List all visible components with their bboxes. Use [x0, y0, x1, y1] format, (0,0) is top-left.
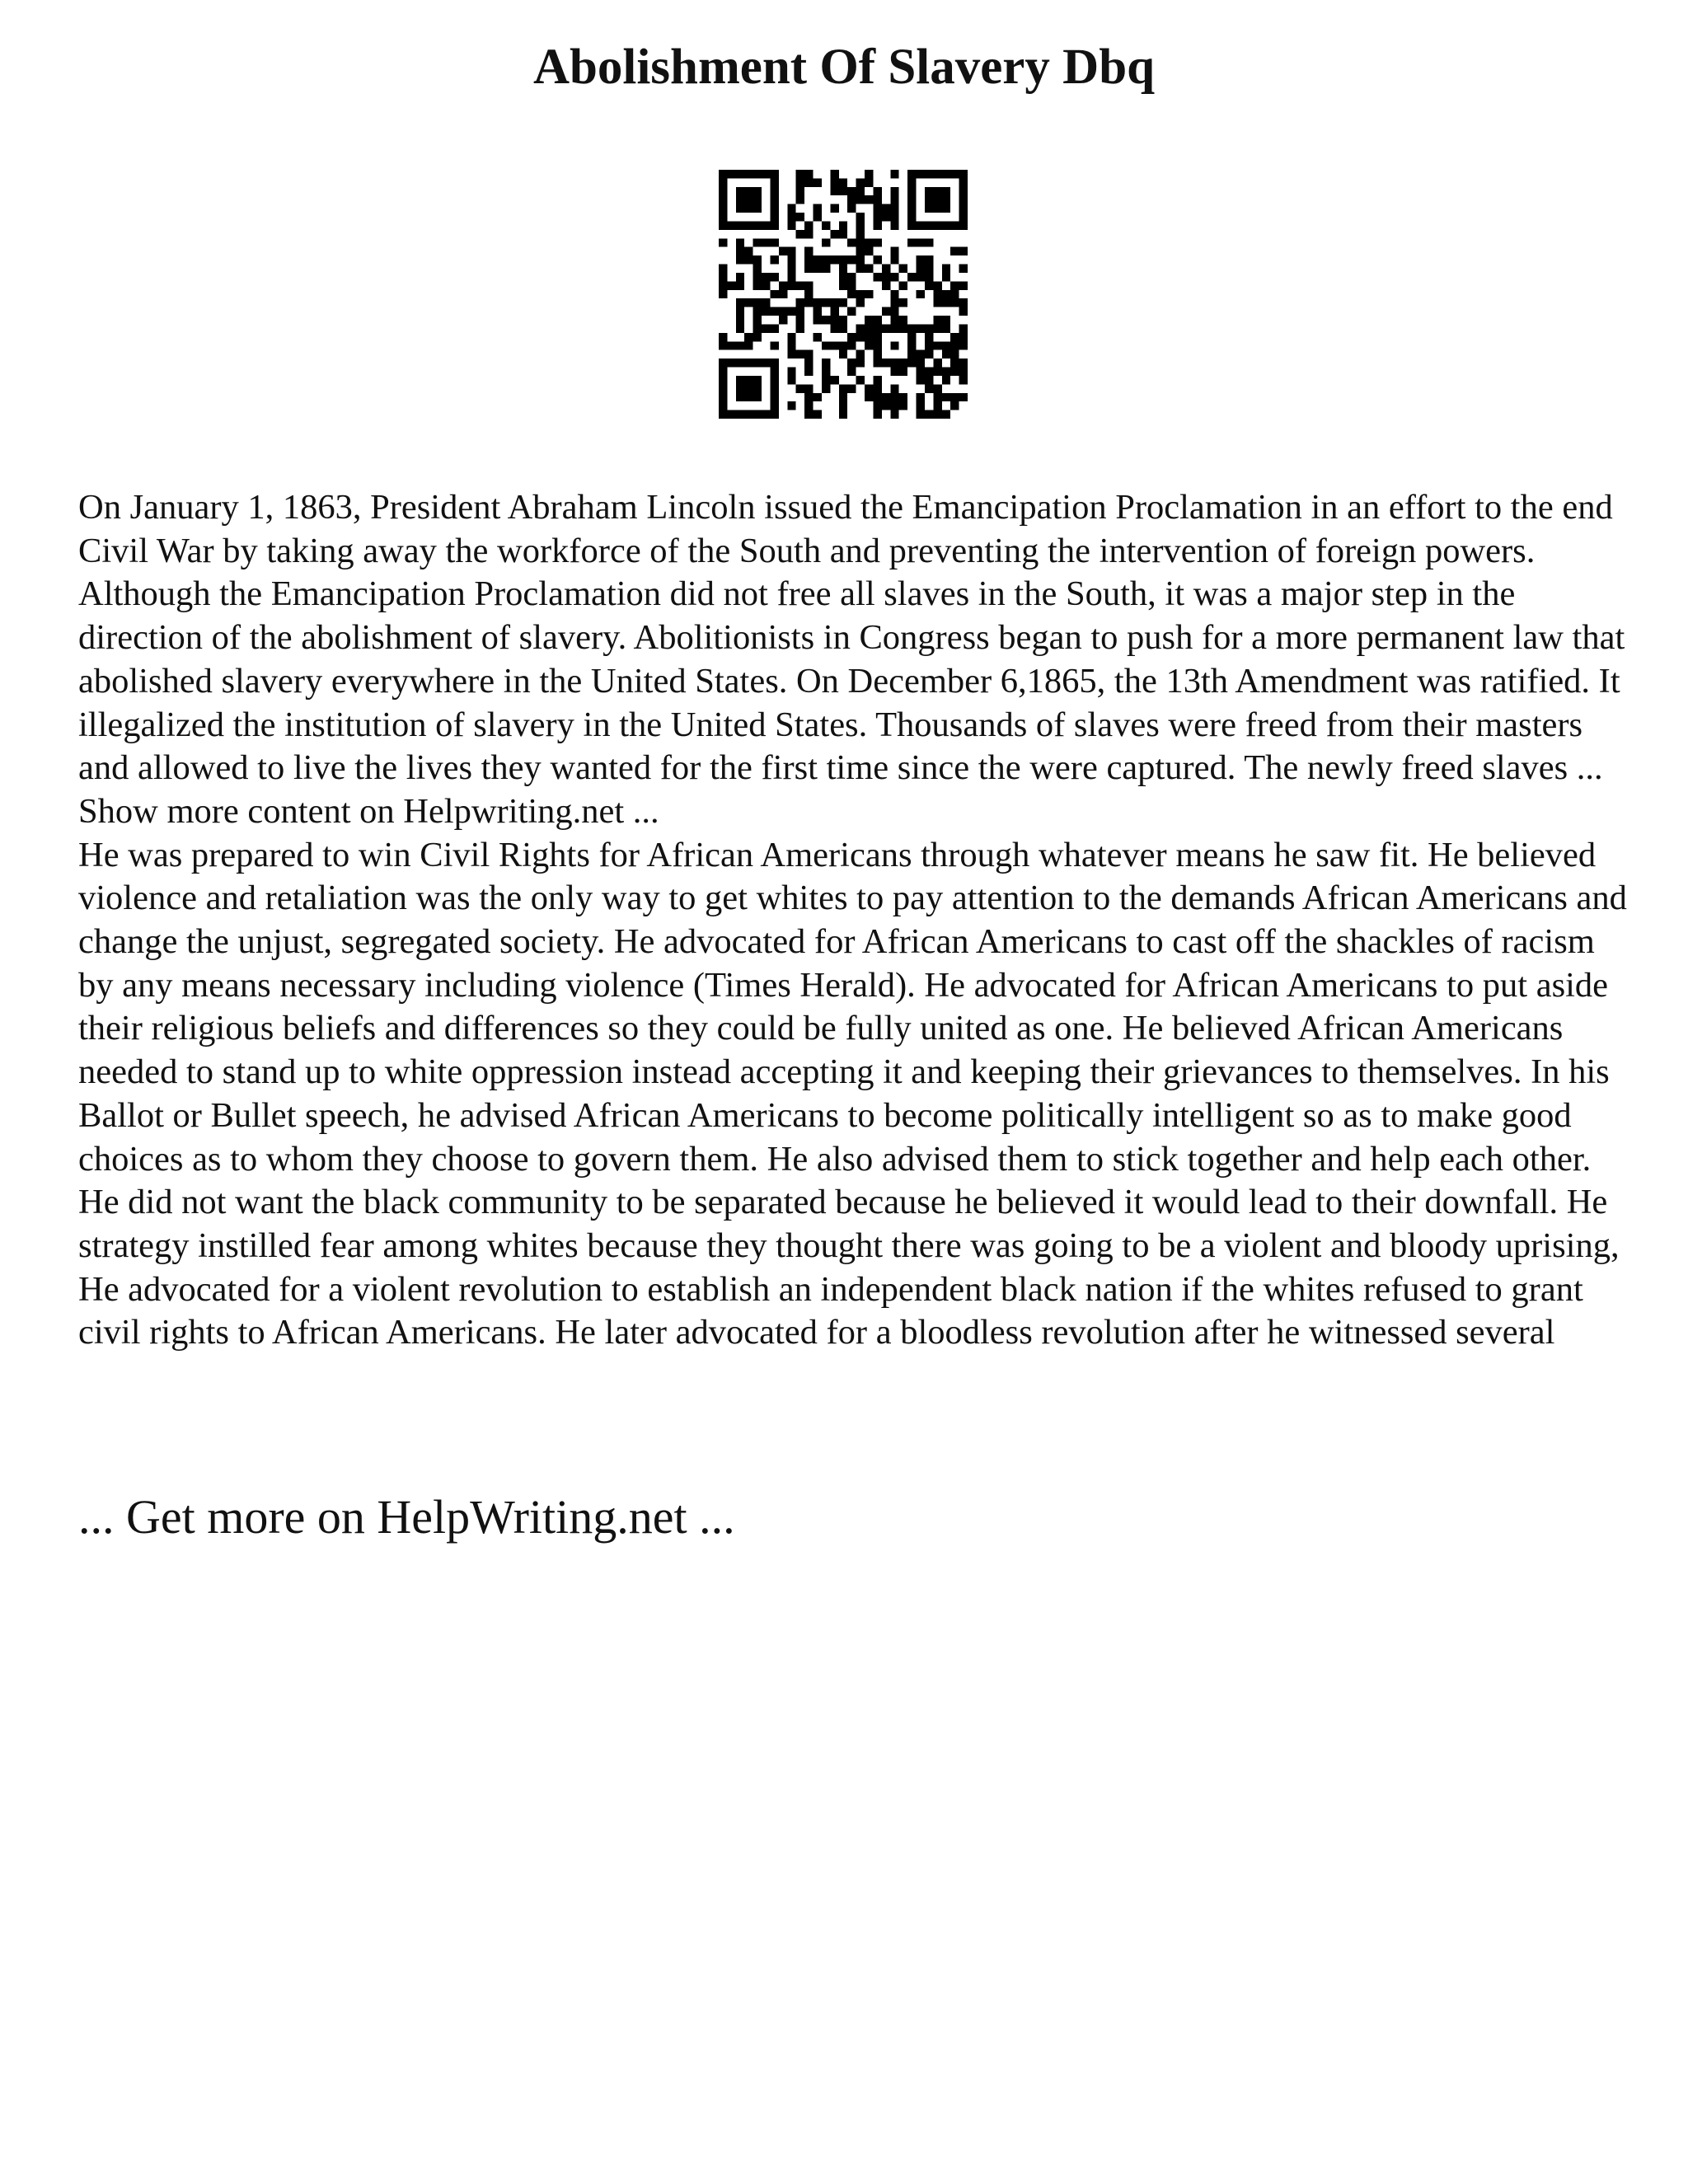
paragraph-2: He was prepared to win Civil Rights for African Americans through whatever means he saw fit. He believed violence and retaliation was the only way to get whites to pay attention to the demands African Americans and change the unjust, segregated society. He advocated for African Americans to cast off the shackles of racism by any means necessary including violence (Times Herald). He advocated for African Americans to put aside their religious beliefs and differences so they could be fully united as one. He believed African Americans needed to stand up to white oppression instead accepting it and keeping their grievances to themselves. In his Ballot or Bullet speech, he advised African Americans to become politically intelligent so as to make good choices as to whom they choose to govern them. He also advised them to stick together and help each other. He did not want the black community to be separated because he believed it would lead to their downfall. He strategy instilled fear among whites because they thought there was going to be a violent and bloody uprising, He advocated for a violent revolution to establish an independent black nation if the whites refused to grant civil rights to African Americans. He later advocated for a bloodless revolution after he witnessed several — [78, 835, 1627, 1352]
qr-code-icon[interactable] — [719, 170, 968, 419]
page-title: Abolishment Of Slavery Dbq — [532, 40, 1156, 95]
article-body — [78, 486, 1628, 1355]
paragraph-1: On January 1, 1863, President Abraham Lincoln issued the Emancipation Proclamation in an effort to the end Civil War by taking away the workforce of the South and preventing the intervention of foreign powers. Although the Emancipation Proclamation did not free all slaves in the South, it was a major step in the direction of the abolishment of slavery. Abolitionists in Congress began to push for a more permanent law that abolished slavery everywhere in the United States. On December 6,1865, the 13th Amendment was ratified. It illegalized the institution of slavery in the United States. Thousands of slaves were freed from their masters and allowed to live the lives they wanted for the first time since the were captured. The newly freed slaves ... Show more content on Helpwriting.net ... — [78, 488, 1625, 831]
get-more-link[interactable]: ... Get more on HelpWriting.net ... — [78, 1490, 735, 1544]
